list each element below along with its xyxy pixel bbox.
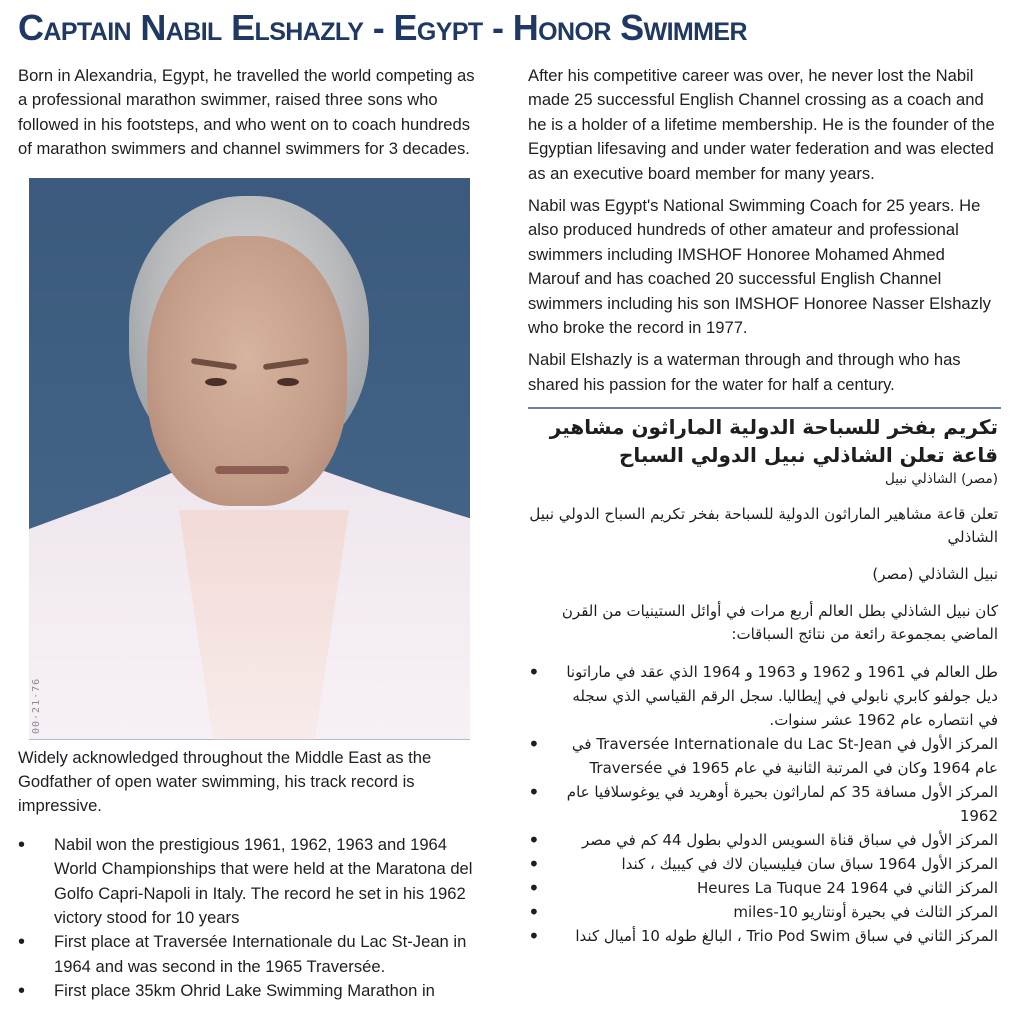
coach-paragraph: Nabil was Egypt's National Swimming Coach for 25 years. He also produced hundreds of other amateur and professional swimmers including IMSHOF Honoree Mohamed Ahmed Marouf and has coached 20 successful English Channel swimmers including his son IMSHOF Honoree Nasser Elshazly who broke the record in 1977. [528, 196, 991, 338]
arabic-announcement: تعلن قاعة مشاهير الماراثون الدولية للسباحة بفخر تكريم السباح الدولي نبيل الشاذلي [529, 505, 998, 547]
arabic-name-line: نبيل الشاذلي (مصر) [872, 565, 998, 584]
waterman-paragraph: Nabil Elshazly is a waterman through and through who has shared his passion for the water for half a century. [528, 350, 961, 394]
list-item [528, 828, 998, 852]
list-item-text: المركز الأول في Traversée Internationale du Lac St-Jean في عام 1964 وكان في المرتبة الثانية في عام 1965 في Traversée [571, 735, 998, 778]
arabic-title: تكريم بفخر للسباحة الدولية الماراثون مشاهير قاعة تعلن الشاذلي نبيل الدولي السباح [549, 415, 998, 468]
photo-stamp: 00·21·76 [31, 677, 42, 734]
arabic-subtitle: (مصر) الشاذلي نبيل [884, 471, 998, 488]
list-item: • First place at Traversée Internationale du Lac St-Jean in 1964 and was second in the 1965 Traversée. [18, 930, 488, 979]
list-item-text: المركز الأول 1964 سباق سان فيليسيان لاك في كيبيك ، كندا [621, 855, 998, 874]
list-item [528, 852, 998, 876]
intro-paragraph: Born in Alexandria, Egypt, he travelled the world competing as a professional marathon swimmer, raised three sons who followed in his footsteps, and who went on to coach hundreds of marathon swimmers and channel swimmers for 3 decades. [18, 66, 475, 159]
list-item-text: المركز الثاني في 1964 Heures La Tuque 24 [696, 879, 998, 898]
list-item: • First place 35km Ohrid Lake Swimming Marathon in [18, 979, 488, 1003]
right-column [528, 64, 998, 948]
photo-eye-right [277, 378, 299, 386]
arabic-achievements-list [528, 660, 998, 948]
list-item-text: المركز الأول في سباق قناة السويس الدولي بطول 44 كم في مصر [582, 831, 998, 850]
list-item: • Nabil won the prestigious 1961, 1962, 1963 and 1964 World Championships that were held at the Maratona del Golfo Capri-Napoli in Italy. The record he set in his 1962 victory stood for 10 years [18, 833, 488, 931]
track-record-paragraph: Widely acknowledged throughout the Middle East as the Godfather of open water swimming, his track record is impressive. [18, 747, 432, 816]
photo-eye-left [205, 378, 227, 386]
list-item [528, 660, 998, 732]
list-item [528, 876, 998, 900]
career-paragraph: After his competitive career was over, he never lost the Nabil made 25 successful English Channel crossing as a coach and he is a holder of a lifetime membership. He is the founder of the Egyptian lifesaving and under water federation and was elected as an executive board member for many years. [528, 66, 995, 183]
list-item [528, 780, 998, 828]
achievements-list [18, 833, 488, 1004]
list-item-text: المركز الثالث في بحيرة أونتاريو 10-miles [733, 903, 998, 922]
list-item-text: المركز الثاني في سباق Trio Pod Swim ، البالغ طوله 10 أميال كندا [575, 927, 998, 946]
list-item [528, 732, 998, 780]
portrait-photo [29, 178, 470, 740]
section-divider [528, 407, 1001, 409]
list-item-text: طل العالم في 1961 و 1962 و 1963 و 1964 الذي عقد في ماراتونا ديل جولفو كابري نابولي في إيطاليا. سجل الرقم القياسي الذي سجله في انتصاره عام 1962 عشر سنوات. [566, 663, 998, 730]
photo-mouth [215, 466, 289, 474]
list-item [528, 900, 998, 924]
arabic-intro: كان نبيل الشاذلي بطل العالم أربع مرات في أوائل الستينيات من القرن الماضي بمجموعة رائعة من نتائج السباقات: [561, 602, 998, 644]
list-item-text: المركز الأول مسافة 35 كم لماراثون بحيرة أوهريد في يوغوسلافيا عام 1962 [566, 783, 998, 826]
left-column [18, 64, 488, 1004]
page-title: Captain Nabil Elshazly - Egypt - Honor Swimmer [18, 7, 747, 48]
list-item [528, 924, 998, 948]
